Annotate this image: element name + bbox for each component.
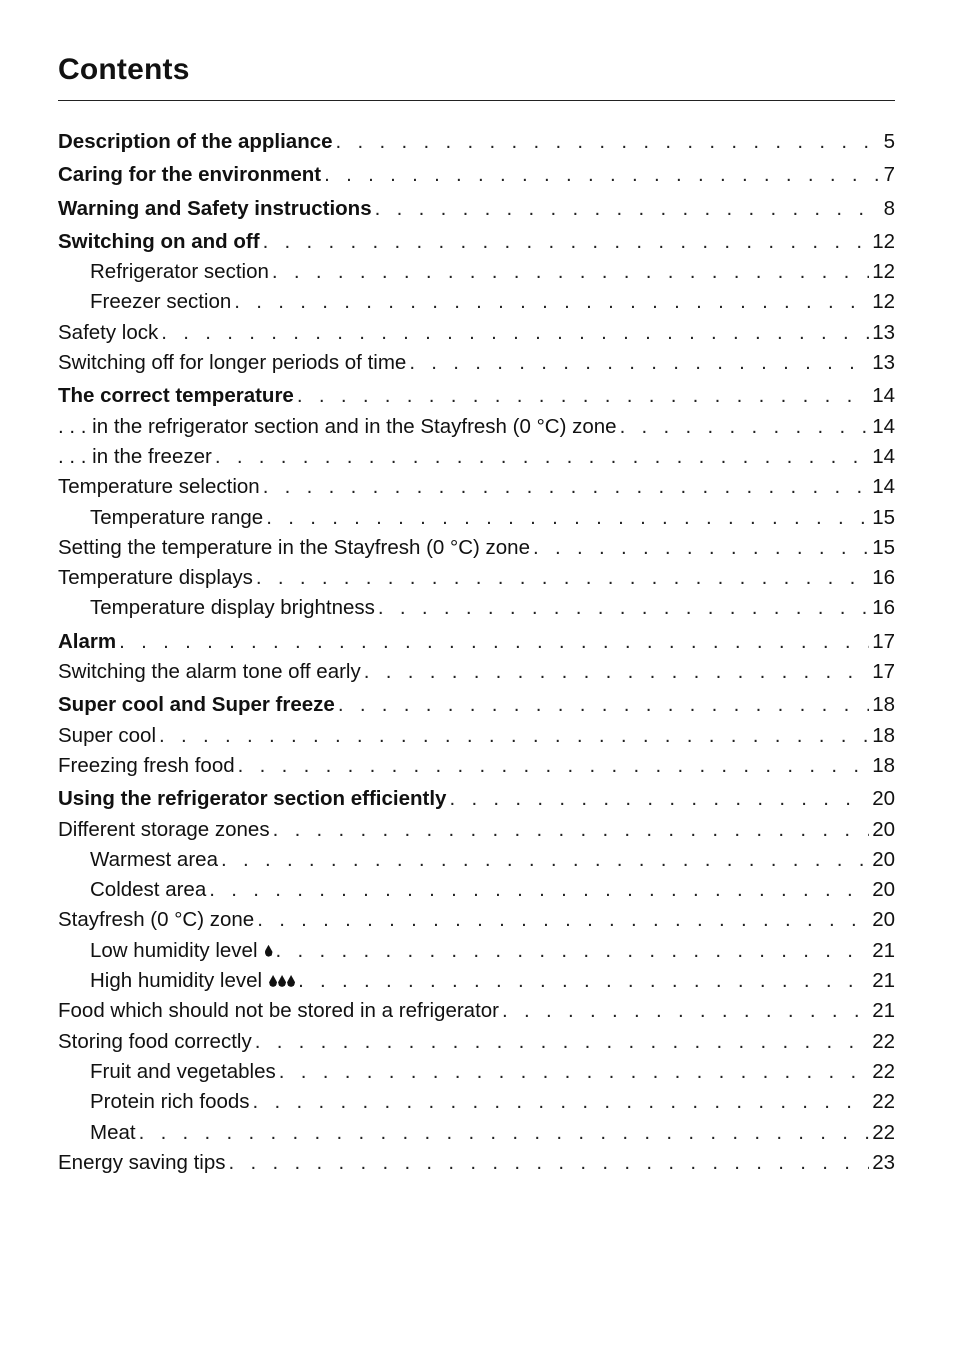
toc-entry-title: Coldest area — [90, 878, 207, 902]
toc-entry[interactable] — [58, 936, 895, 966]
toc-entry-label — [58, 1027, 252, 1057]
toc-entry[interactable] — [58, 1087, 895, 1117]
toc-entry-label — [58, 442, 212, 472]
toc-page-number: 17 — [872, 629, 895, 653]
dot-leader — [297, 381, 869, 411]
drop-icon — [265, 945, 273, 957]
dot-leader — [298, 966, 869, 996]
table-of-contents — [58, 127, 895, 1178]
toc-entry-title: Energy saving tips — [58, 1150, 226, 1174]
humidity-level-icon — [268, 966, 295, 996]
toc-entry[interactable] — [58, 996, 895, 1026]
dot-leader — [255, 1027, 869, 1057]
toc-page-number: 22 — [872, 1059, 895, 1083]
toc-entry-label — [58, 845, 218, 875]
toc-entry[interactable] — [58, 127, 895, 157]
toc-page-number: 14 — [872, 414, 895, 438]
toc-entry-title: Storing food correctly — [58, 1029, 252, 1053]
toc-entry[interactable] — [58, 563, 895, 593]
toc-entry[interactable] — [58, 381, 895, 411]
toc-entry[interactable] — [58, 442, 895, 472]
toc-page-number: 20 — [872, 847, 895, 871]
toc-entry[interactable] — [58, 1057, 895, 1087]
toc-page-number: 21 — [872, 969, 895, 993]
dot-leader — [279, 1057, 869, 1087]
dot-leader — [256, 563, 869, 593]
dot-leader — [161, 318, 869, 348]
toc-entry-title: Safety lock — [58, 320, 159, 344]
toc-entry-label — [58, 503, 263, 533]
toc-page-number: 22 — [872, 1029, 895, 1053]
toc-entry[interactable] — [58, 627, 895, 657]
toc-entry-title: Switching off for longer periods of time — [58, 351, 407, 375]
page-title: Contents — [58, 53, 190, 86]
dot-leader — [263, 472, 870, 502]
drop-icon — [269, 975, 277, 987]
drop-icon — [287, 975, 295, 987]
toc-page-number: 18 — [872, 753, 895, 777]
dot-leader — [338, 690, 869, 720]
toc-entry-title: Freezer section — [90, 290, 232, 314]
toc-entry-title: High humidity level — [90, 969, 263, 993]
toc-entry-label — [58, 318, 158, 348]
toc-entry-label — [58, 875, 206, 905]
toc-page-number: 18 — [872, 723, 895, 747]
toc-entry-label — [58, 751, 235, 781]
toc-entry[interactable] — [58, 784, 895, 814]
dot-leader — [620, 412, 870, 442]
toc-entry-title: Refrigerator section — [90, 260, 269, 284]
toc-entry[interactable] — [58, 593, 895, 623]
toc-entry-title: Different storage zones — [58, 817, 270, 841]
dot-leader — [336, 127, 881, 157]
toc-entry[interactable] — [58, 1118, 895, 1148]
toc-entry-label — [58, 533, 530, 563]
dot-leader — [364, 657, 869, 687]
toc-entry-label — [58, 690, 335, 720]
toc-page-number: 15 — [872, 505, 895, 529]
toc-entry-title: Using the refrigerator section efficiently — [58, 787, 447, 811]
dot-leader — [119, 627, 869, 657]
toc-entry-label — [58, 1057, 276, 1087]
toc-page-number: 5 — [883, 130, 895, 153]
toc-entry-label — [58, 287, 231, 317]
toc-entry[interactable] — [58, 412, 895, 442]
toc-entry-title: Low humidity level — [90, 938, 258, 962]
toc-entry-label — [58, 721, 156, 751]
toc-entry-label — [58, 966, 295, 996]
toc-entry-label — [58, 657, 361, 687]
toc-entry-label — [58, 905, 254, 935]
toc-page-number: 13 — [872, 320, 895, 344]
toc-entry[interactable] — [58, 751, 895, 781]
title-divider — [58, 100, 895, 101]
toc-entry[interactable] — [58, 318, 895, 348]
toc-entry[interactable] — [58, 503, 895, 533]
toc-page-number: 14 — [872, 444, 895, 468]
toc-entry[interactable] — [58, 194, 895, 224]
toc-entry[interactable] — [58, 1027, 895, 1057]
toc-entry[interactable] — [58, 348, 895, 378]
toc-entry-label — [58, 472, 260, 502]
toc-entry-title: Temperature range — [90, 505, 264, 529]
toc-entry-title: Meat — [90, 1120, 136, 1144]
toc-entry-label — [58, 563, 253, 593]
toc-entry-title: Switching on and off — [58, 229, 260, 253]
toc-page-number: 13 — [872, 351, 895, 375]
toc-page-number: 7 — [883, 163, 895, 187]
toc-entry-label — [58, 227, 260, 257]
toc-entry-label — [58, 593, 375, 623]
toc-entry[interactable] — [58, 657, 895, 687]
toc-entry-label — [58, 627, 116, 657]
dot-leader — [253, 1087, 870, 1117]
dot-leader — [159, 721, 869, 751]
toc-entry-title: Description of the appliance — [58, 130, 333, 153]
toc-page-number: 17 — [872, 660, 895, 684]
dot-leader — [263, 227, 870, 257]
dot-leader — [502, 996, 869, 1026]
toc-page-number: 20 — [872, 787, 895, 811]
toc-entry-title: Fruit and vegetables — [90, 1059, 276, 1083]
toc-entry-label — [58, 412, 617, 442]
toc-entry-title: Temperature display brightness — [90, 596, 375, 620]
toc-entry-title: Super cool and Super freeze — [58, 693, 335, 717]
toc-entry-title: . . . in the freezer — [58, 444, 212, 468]
toc-entry-label — [58, 1118, 136, 1148]
toc-entry-title: Food which should not be stored in a refrigerator — [58, 999, 500, 1023]
toc-entry-label — [58, 784, 446, 814]
toc-entry-title: Temperature selection — [58, 475, 260, 499]
toc-entry[interactable] — [58, 815, 895, 845]
toc-entry[interactable] — [58, 875, 895, 905]
dot-leader — [272, 257, 869, 287]
dot-leader — [533, 533, 869, 563]
toc-page-number: 16 — [872, 566, 895, 590]
dot-leader — [276, 936, 870, 966]
toc-entry-label — [58, 936, 273, 966]
toc-page-number: 15 — [872, 535, 895, 559]
dot-leader — [221, 845, 869, 875]
toc-entry-label — [58, 815, 270, 845]
dot-leader — [378, 593, 869, 623]
dot-leader — [257, 905, 869, 935]
humidity-level-icon — [264, 936, 273, 966]
toc-entry[interactable] — [58, 690, 895, 720]
toc-entry[interactable] — [58, 721, 895, 751]
dot-leader — [139, 1118, 870, 1148]
toc-entry[interactable] — [58, 472, 895, 502]
dot-leader — [273, 815, 870, 845]
toc-entry[interactable] — [58, 845, 895, 875]
toc-page-number: 23 — [872, 1150, 895, 1174]
toc-entry-label — [58, 348, 406, 378]
toc-page-number: 16 — [872, 596, 895, 620]
toc-page-number: 18 — [872, 693, 895, 717]
toc-page-number: 22 — [872, 1090, 895, 1114]
drop-icon — [278, 975, 286, 987]
dot-leader — [375, 194, 881, 224]
toc-entry-title: The correct temperature — [58, 384, 294, 408]
toc-page-number: 14 — [872, 475, 895, 499]
toc-page-number: 20 — [872, 908, 895, 932]
toc-entry-label — [58, 1148, 226, 1178]
toc-entry-label — [58, 1087, 250, 1117]
toc-entry-title: Switching the alarm tone off early — [58, 660, 361, 684]
toc-page-number: 21 — [872, 999, 895, 1023]
dot-leader — [266, 503, 869, 533]
toc-entry-title: . . . in the refrigerator section and in the Stayfresh (0 °C) zone — [58, 414, 617, 438]
toc-entry-label — [58, 160, 321, 190]
toc-entry-title: Caring for the environment — [58, 163, 322, 187]
toc-entry-title: Warmest area — [90, 847, 218, 871]
toc-entry-title: Protein rich foods — [90, 1090, 250, 1114]
dot-leader — [215, 442, 869, 472]
toc-entry[interactable] — [58, 257, 895, 287]
toc-entry-title: Freezing fresh food — [58, 753, 235, 777]
toc-page-number: 12 — [872, 260, 895, 284]
dot-leader — [409, 348, 869, 378]
toc-page-number: 21 — [872, 938, 895, 962]
toc-entry-title: Temperature displays — [58, 566, 253, 590]
dot-leader — [234, 287, 869, 317]
dot-leader — [209, 875, 869, 905]
dot-leader — [324, 160, 880, 190]
toc-page-number: 22 — [872, 1120, 895, 1144]
toc-entry-title: Warning and Safety instructions — [58, 196, 372, 220]
toc-page-number: 20 — [872, 817, 895, 841]
dot-leader — [238, 751, 870, 781]
toc-entry[interactable] — [58, 160, 895, 190]
toc-page-number: 14 — [872, 384, 895, 408]
toc-entry-label — [58, 381, 294, 411]
toc-entry[interactable] — [58, 905, 895, 935]
toc-entry-label — [58, 127, 333, 157]
toc-entry-title: Setting the temperature in the Stayfresh (0 °C) zone — [58, 535, 530, 559]
toc-entry-title: Stayfresh (0 °C) zone — [58, 908, 255, 932]
toc-entry[interactable] — [58, 287, 895, 317]
toc-entry[interactable] — [58, 533, 895, 563]
toc-entry-label — [58, 257, 269, 287]
toc-entry-label — [58, 996, 499, 1026]
toc-entry[interactable] — [58, 227, 895, 257]
toc-page-number: 8 — [883, 196, 895, 220]
toc-page-number: 12 — [872, 290, 895, 314]
toc-entry[interactable] — [58, 1148, 895, 1178]
dot-leader — [449, 784, 869, 814]
toc-page-number: 20 — [872, 878, 895, 902]
toc-entry[interactable] — [58, 966, 895, 996]
toc-entry-title: Alarm — [58, 629, 117, 653]
toc-entry-label — [58, 194, 372, 224]
dot-leader — [229, 1148, 870, 1178]
toc-entry-title: Super cool — [58, 723, 157, 747]
toc-page-number: 12 — [872, 229, 895, 253]
